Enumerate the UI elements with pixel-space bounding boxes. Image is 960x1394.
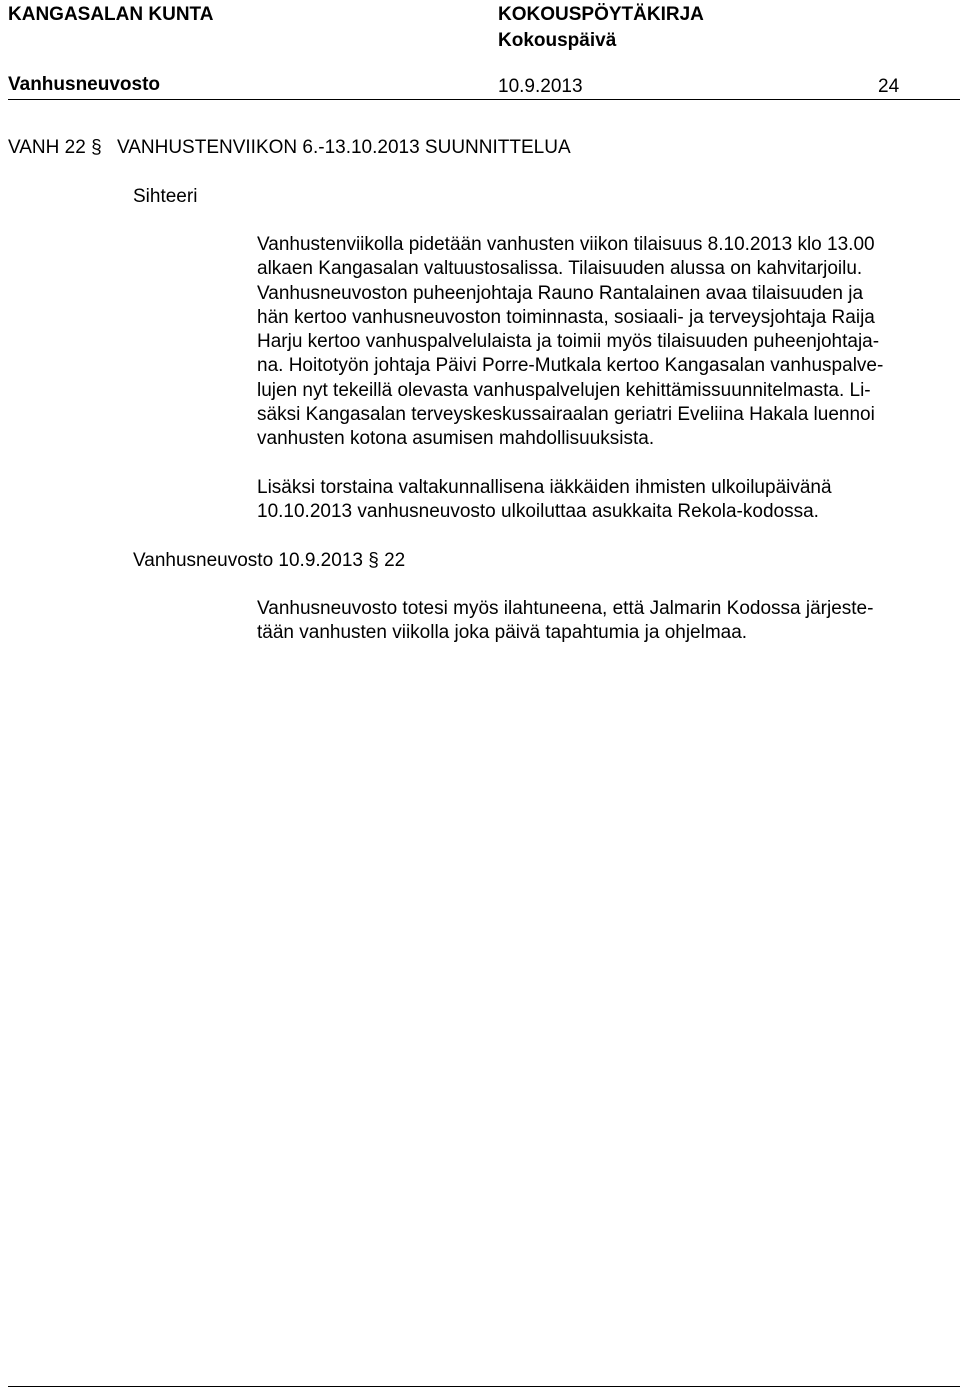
- header-body: Vanhusneuvosto: [8, 74, 161, 95]
- page-number: 24: [878, 76, 900, 97]
- section-title: VANHUSTENVIIKON 6.-13.10.2013 SUUNNITTELUA: [116, 137, 571, 158]
- text-line: lujen nyt tekeillä olevasta vanhuspalvelujen kehittämissuunnitelmasta. Li-: [257, 379, 871, 401]
- decision-reference: Vanhusneuvosto 10.9.2013 § 22: [133, 550, 406, 571]
- text-line: Harju kertoo vanhuspalvelulaista ja toimii myös tilaisuuden puheenjohtaja-: [257, 331, 880, 353]
- section-number: VANH 22: [8, 137, 86, 158]
- header-date-label: Kokouspäivä: [498, 30, 617, 51]
- text-line: 10.10.2013 vanhusneuvosto ulkoiluttaa asukkaita Rekola-kodossa.: [257, 501, 819, 523]
- header-doc-type: KOKOUSPÖYTÄKIRJA: [498, 4, 704, 25]
- paragraph-preparation: [257, 233, 957, 452]
- footer-rule: [8, 1386, 960, 1387]
- paragraph-decision: [257, 597, 957, 646]
- text-line: hän kertoo vanhusneuvoston toiminnasta, sosiaali- ja terveysjohtaja Raija: [257, 306, 875, 328]
- section-sign: §: [91, 137, 102, 158]
- text-line: säksi Kangasalan terveyskeskussairaalan geriatri Eveliina Hakala luennoi: [257, 404, 875, 426]
- text-line: na. Hoitotyön johtaja Päivi Porre-Mutkala kertoo Kangasalan vanhuspalve-: [257, 355, 884, 377]
- header-org: KANGASALAN KUNTA: [8, 4, 214, 25]
- text-line: alkaen Kangasalan valtuustosalissa. Tilaisuuden alussa on kahvitarjoilu.: [257, 258, 863, 280]
- paragraph-outdoor-day: [257, 476, 957, 525]
- text-line: Vanhusneuvosto totesi myös ilahtuneena, että Jalmarin Kodossa järjeste-: [257, 598, 874, 619]
- text-line: Vanhustenviikolla pidetään vanhusten viikon tilaisuus 8.10.2013 klo 13.00: [257, 234, 875, 255]
- preparer-label: Sihteeri: [133, 186, 198, 207]
- text-line: tään vanhusten viikolla joka päivä tapahtumia ja ohjelmaa.: [257, 622, 748, 644]
- text-line: Vanhusneuvoston puheenjohtaja Rauno Rantalainen avaa tilaisuuden ja: [257, 282, 864, 304]
- header-date: 10.9.2013: [498, 76, 583, 97]
- header-rule: [8, 99, 960, 100]
- text-line: Lisäksi torstaina valtakunnallisena iäkkäiden ihmisten ulkoilupäivänä: [257, 477, 832, 498]
- text-line: vanhusten kotona asumisen mahdollisuuksista.: [257, 428, 655, 450]
- section-heading: [8, 136, 571, 160]
